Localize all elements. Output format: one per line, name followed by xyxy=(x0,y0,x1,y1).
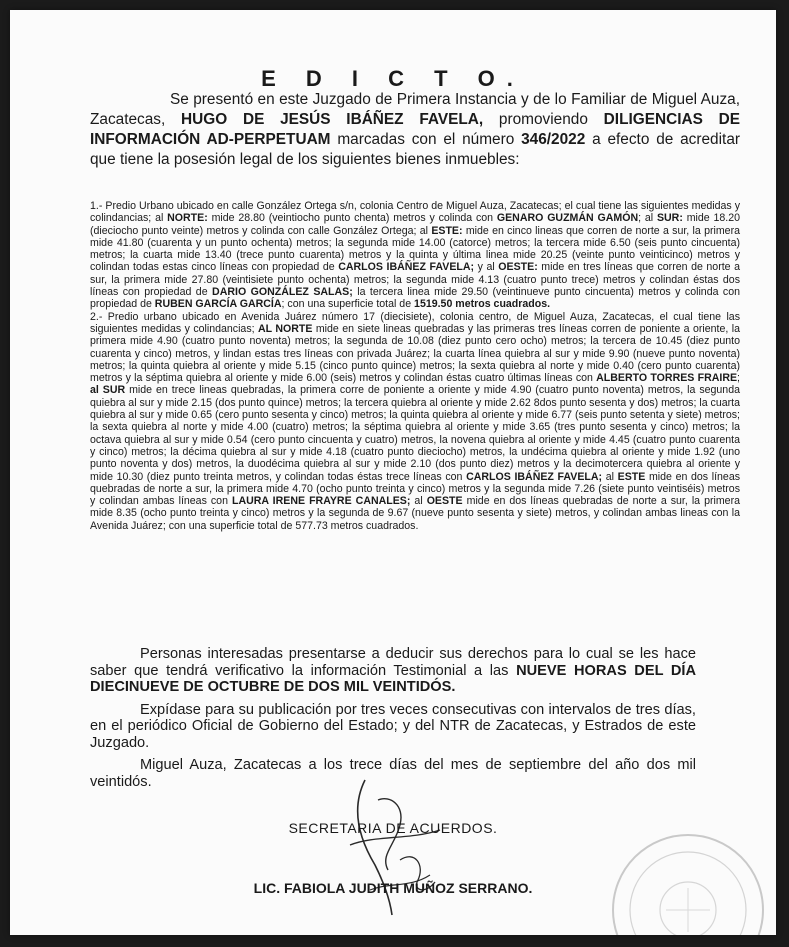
intro-paragraph xyxy=(90,90,740,170)
court-seal-stamp xyxy=(588,830,776,935)
signer-name: LIC. FABIOLA JUDITH MUÑOZ SERRANO. xyxy=(253,880,533,896)
document-title: E D I C T O. xyxy=(261,66,525,91)
predio-1-paragraph: 1.- Predio Urbano ubicado en calle González Ortega s/n, colonia Centro de Miguel Auza, Zacatecas; el cual tiene las siguientes medidas y colindancias; al NORTE: mide 28.80 (veintiocho punto chenta) metros y colinda con GENARO GUZMÁN GAMÓN; al SUR: mide 18.20 (dieciocho punto veinte) metros y colinda con calle González Ortega; al ESTE: mide en cinco lineas que corren de norte a sur, la primera mide 41.80 (cuarenta y un punto ochenta) metros; la segunda mide 14.00 (catorce) metros; la tercera mide 6.50 (seis punto cincuenta) metros; la cuarta mide 13.40 (trece punto cuarenta) metros y la quinta y última linea mide 20.25 (veinte punto veinticinco) metros y colindan todas estas cinco líneas con propiedad de CARLOS IBÁÑEZ FAVELA; y al OESTE: mide en tres líneas que corren de norte a sur, la primera mide 27.80 (veintisiete punto ochenta) metros; la segunda mide 4.13 (cuatro punto trece) metros y colindan éstas dos líneas con propiedad de DARIO GONZÁLEZ SALAS; la tercera linea mide 29.50 (veintinueve punto cincuenta) metros y colinda con propiedad de RUBEN GARCÍA GARCÍA; con una superficie total de 1519.50 metros cuadrados. xyxy=(90,200,741,311)
handwritten-signature xyxy=(330,770,450,920)
case-number: 346/2022 xyxy=(521,131,586,148)
intro-text: marcadas con el número xyxy=(330,131,522,148)
closing-section xyxy=(90,646,696,790)
diligencias-label: DILIGENCIAS DE INFORMACIÓN AD-PERPETUAM xyxy=(90,111,740,148)
document-page xyxy=(10,10,776,935)
intro-text: a efecto de acreditar que tiene la posesión legal de los siguientes bienes inmuebles: xyxy=(90,131,740,168)
fecha-paragraph: Miguel Auza, Zacatecas a los trece días del mes de septiembre del año dos mil veintidós. xyxy=(90,757,696,790)
promovente-name: HUGO DE JESÚS IBÁÑEZ FAVELA, xyxy=(181,111,484,128)
intro-text: promoviendo xyxy=(483,111,604,128)
secretaria-label: SECRETARIA DE ACUERDOS. xyxy=(288,820,498,836)
interesados-paragraph: Personas interesadas presentarse a deducir sus derechos para lo cual se les hace saber que tendrá verificativo la información Testimonial a las NUEVE HORAS DEL DÍA DIECINUEVE DE OCTUBRE DE DOS MIL VEINTIDÓS. xyxy=(90,646,696,695)
predios-description xyxy=(90,200,740,532)
predio-2-paragraph: 2.- Predio urbano ubicado en Avenida Juárez número 17 (diecisiete), colonia centro, de Miguel Auza, Zacatecas, el cual tiene las siguientes medidas y colindancias; AL NORTE mide en siete lineas quebradas y las primeras tres líneas corren de poniente a oriente, la primera mide 4.90 (cuatro punto noventa) metros; la segunda de 10.08 (diez punto cero ocho) metros; la tercera de 10.45 (diez punto cuarenta y cinco) metros, y lindan estas tres líneas con privada Juárez; la cuarta línea quiebra al sur y mide 9.90 (nueve punto noventa) metros; la quinta quiebra al oriente y mide 5.15 (cinco punto quince) metros; la sexta quiebra al norte y mide 0.40 (cero punto cuarenta) metros y la séptima quiebra al oriente y mide 6.00 (seis) metros y colindan éstas cuatro últimas líneas con ALBERTO TORRES FRAIRE; al SUR mide en trece lineas quebradas, la primera corre de poniente a oriente y mide 4.90 (cuatro punto noventa) metros, la segunda quiebra al sur y mide 2.15 (dos punto quince) metros; la tercera quiebra al oriente y mide 2.62 8dos punto sesenta y dos) metros; la cuarta quiebra al sur y mide 0.65 (cero punto sesenta y cinco) metros; la quinta quiebra al oriente y mide 6.77 (seis punto setenta y siete) metros; la sexta quiebra al norte y mide 4.00 (cuatro) metros; la séptima quiebra al oriente y mide 3.65 (tres punto sesenta y cinco) metros; la octava quiebra al sur y mide 0.54 (cero punto cincuenta y cuatro) metros, la novena quiebra al oriente y mide 4.45 (cuatro punto cuarenta y cinco) metros; la décima quiebra al sur y mide 4.18 (cuatro punto dieciocho) metros, la undécima quiebra al oriente y mide 1.92 (uno punto noventa y dos) metros, la duodécima quiebra al sur y mide 2.10 (dos punto diez) metros y la decimotercera quiebra al oriente y mide 10.30 (diez punto treinta metros, y colindan todas éstas trece líneas con CARLOS IBÁÑEZ FAVELA; al ESTE mide en dos líneas quebradas de norte a sur, la primera mide 4.70 (ocho punto treinta y cinco) metros y la segunda mide 7.26 (siete punto veintiséis) metros y colindan ambas líneas con LAURA IRENE FRAYRE CANALES; al OESTE mide en dos líneas quebradas de norte a sur, la primera mide 8.35 (ocho punto treinta y cinco) metros y la segunda de 9.67 (nueve punto sesenta y siete) metros, y colindan ambas lineas con la Avenida Juárez; con una superficie total de 577.73 metros cuadrados. xyxy=(90,310,741,532)
intro-text: Se presentó en este Juzgado de Primera Instancia y de lo Familiar de Miguel Auza, Zacatecas, xyxy=(90,91,740,128)
publicacion-paragraph: Expídase para su publicación por tres veces consecutivas con intervalos de tres días, en el periódico Oficial de Gobierno del Estado; y del NTR de Zacatecas, y Estrados de este Juzgado. xyxy=(90,701,696,751)
